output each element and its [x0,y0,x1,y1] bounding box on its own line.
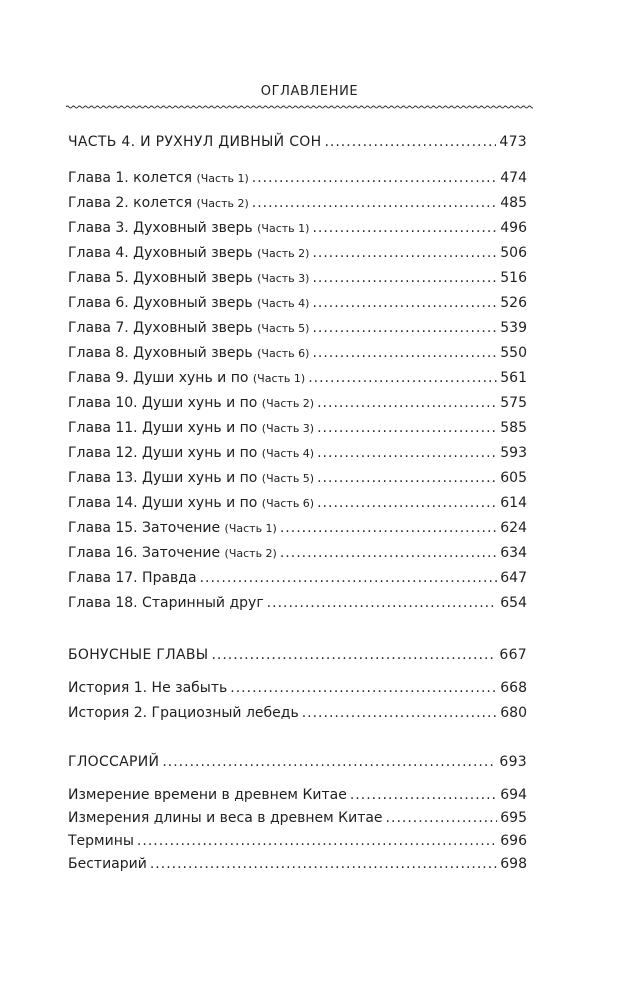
toc-glossary-section[interactable] [68,754,527,774]
toc-entry-title: ГЛОССАРИЙ [68,754,160,770]
leader-dots [312,220,497,236]
toc-page-number: 667 [499,647,527,663]
toc-entry-title: Глава 15. Заточение (Часть 1) [68,520,277,536]
toc-entry[interactable] [68,470,527,490]
toc-entry[interactable] [68,520,527,540]
toc-entry-title: Глава 14. Души хунь и по (Часть 6) [68,495,315,511]
toc-page-number: 474 [500,170,527,186]
toc-page-number: 516 [500,270,527,286]
page-title: ОГЛАВЛЕНИЕ [260,84,359,99]
toc-page-number: 605 [500,470,527,486]
leader-dots [211,647,496,663]
toc-entry[interactable] [68,295,527,315]
toc-entry-title: Глава 4. Духовный зверь (Часть 2) [68,245,310,261]
toc-entry-title: Бестиарий [68,856,147,872]
toc-entry-title: История 1. Не забыть [68,680,228,696]
toc-entry-title: БОНУСНЫЕ ГЛАВЫ [68,647,209,663]
toc-page-number: 473 [499,134,527,150]
toc-entry[interactable] [68,856,527,876]
toc-entry[interactable] [68,833,527,853]
leader-dots [312,320,497,336]
toc-part-4[interactable] [68,134,527,154]
leader-dots [317,470,497,486]
leader-dots [386,810,498,826]
toc-entry-title: Глава 2. колется (Часть 2) [68,195,249,211]
toc-page-number: 485 [500,195,527,211]
leader-dots [312,295,497,311]
toc-entry[interactable] [68,395,527,415]
toc-entry-title: Глава 18. Старинный друг [68,595,264,611]
leader-dots [317,395,497,411]
leader-dots [252,195,497,211]
leader-dots [317,495,497,511]
toc-entry-title: Глава 10. Души хунь и по (Часть 2) [68,395,315,411]
toc-page-number: 634 [500,545,527,561]
toc-entry-title: Глава 5. Духовный зверь (Часть 3) [68,270,310,286]
toc-page-number: 575 [500,395,527,411]
toc-entry[interactable] [68,787,527,807]
toc-entry[interactable] [68,195,527,215]
toc-page-number: 561 [500,370,527,386]
toc-entry[interactable] [68,810,527,830]
toc-entry-title: Глава 7. Духовный зверь (Часть 5) [68,320,310,336]
leader-dots [312,345,497,361]
toc-entry-title: Глава 11. Души хунь и по (Часть 3) [68,420,315,436]
toc-entry[interactable] [68,680,527,700]
toc-entry-title: Глава 6. Духовный зверь (Часть 4) [68,295,310,311]
leader-dots [200,570,498,586]
toc-page-number: 654 [500,595,527,611]
leader-dots [312,270,497,286]
toc-entry-title: Глава 13. Души хунь и по (Часть 5) [68,470,315,486]
leader-dots [162,754,496,770]
toc-entry[interactable] [68,345,527,365]
leader-dots [252,170,497,186]
toc-entry[interactable] [68,270,527,290]
toc-page-number: 680 [500,705,527,721]
toc-entry[interactable] [68,445,527,465]
leader-dots [280,545,497,561]
toc-entry-title: История 2. Грациозный лебедь [68,705,299,721]
toc-page-number: 694 [500,787,527,803]
leader-dots [230,680,497,696]
leader-dots [302,705,498,721]
toc-entry-title: Глава 8. Духовный зверь (Часть 6) [68,345,310,361]
toc-entry-title: Глава 12. Души хунь и по (Часть 4) [68,445,315,461]
toc-page-number: 647 [500,570,527,586]
leader-dots [308,370,497,386]
toc-entry[interactable] [68,545,527,565]
toc-page-number: 614 [500,495,527,511]
toc-page-number: 668 [500,680,527,696]
toc-page-number: 593 [500,445,527,461]
toc-entry-title: Измерение времени в древнем Китае [68,787,347,803]
toc-page-number: 506 [500,245,527,261]
toc-entry-title: Измерения длины и веса в древнем Китае [68,810,383,826]
leader-dots [324,134,496,150]
toc-entry[interactable] [68,320,527,340]
toc-page-number: 585 [500,420,527,436]
toc-page-number: 526 [500,295,527,311]
leader-dots [317,445,497,461]
toc-entry[interactable] [68,705,527,725]
toc-entry-title: Глава 17. Правда [68,570,197,586]
toc-entry-title: Глава 16. Заточение (Часть 2) [68,545,277,561]
toc-entry[interactable] [68,220,527,240]
leader-dots [317,420,497,436]
toc-entry[interactable] [68,595,527,615]
toc-entry-title: Глава 1. колется (Часть 1) [68,170,249,186]
leader-dots [267,595,498,611]
leader-dots [350,787,497,803]
toc-bonus-section[interactable] [68,647,527,667]
toc-page-number: 496 [500,220,527,236]
toc-entry-title: Глава 9. Души хунь и по (Часть 1) [68,370,306,386]
toc-page-number: 695 [500,810,527,826]
toc-entry[interactable] [68,495,527,515]
toc-entry[interactable] [68,370,527,390]
leader-dots [150,856,497,872]
toc-entry[interactable] [68,570,527,590]
leader-dots [312,245,497,261]
toc-entry[interactable] [68,420,527,440]
toc-page-number: 693 [499,754,527,770]
toc-entry-title: Глава 3. Духовный зверь (Часть 1) [68,220,310,236]
toc-page-number: 698 [500,856,527,872]
toc-page-number: 550 [500,345,527,361]
leader-dots [137,833,497,849]
toc-page-number: 696 [500,833,527,849]
toc-entry-title: Термины [68,833,134,849]
toc-page-number: 539 [500,320,527,336]
toc-entry[interactable] [68,170,527,190]
wavy-divider [66,103,533,111]
toc-page-number: 624 [500,520,527,536]
toc-entry[interactable] [68,245,527,265]
toc-entry-title: ЧАСТЬ 4. И РУХНУЛ ДИВНЫЙ СОН [68,134,322,150]
leader-dots [280,520,497,536]
